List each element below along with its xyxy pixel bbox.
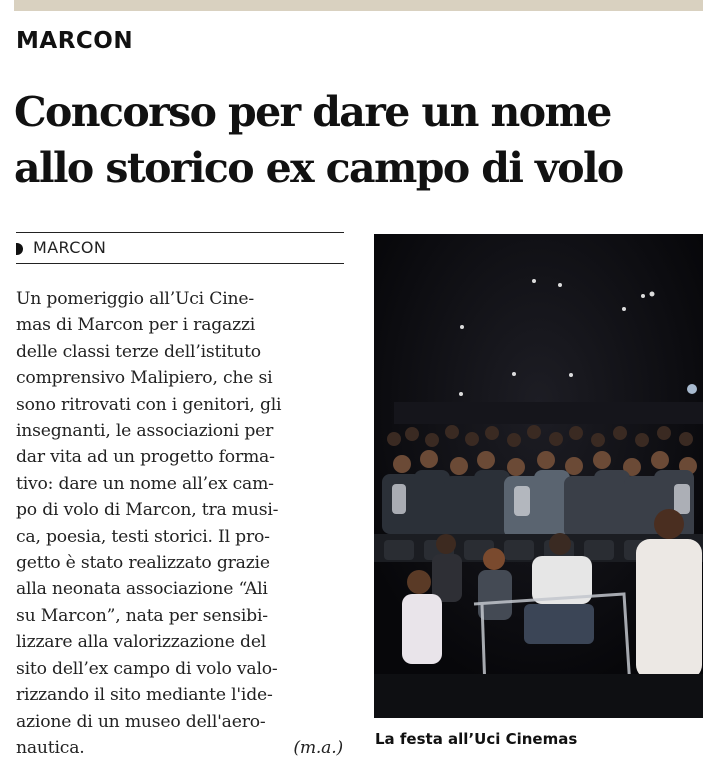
headline-line-1: Concorso per dare un nome xyxy=(14,88,611,136)
section-label: MARCON xyxy=(16,28,134,54)
byline-marker-icon xyxy=(16,243,23,255)
top-color-bar xyxy=(14,0,703,11)
body-line: sono ritrovati con i genitori, gli xyxy=(16,394,282,415)
body-line: delle classi terze dell’istituto xyxy=(16,341,261,362)
body-line: po di volo di Marcon, tra musi- xyxy=(16,500,279,521)
body-line: sito dell’ex campo di volo valo- xyxy=(16,658,278,679)
body-line: rizzando il sito mediante l'ide- xyxy=(16,685,273,706)
byline xyxy=(16,232,344,264)
body-line: insegnanti, le associazioni per xyxy=(16,421,274,442)
body-last-line xyxy=(16,735,343,761)
body-line: getto è stato realizzato grazie xyxy=(16,553,270,574)
article-body xyxy=(16,286,343,761)
body-line: comprensivo Malipiero, che si xyxy=(16,368,273,389)
photo-caption: La festa all’Uci Cinemas xyxy=(375,730,578,748)
body-line: su Marcon”, nata per sensibi- xyxy=(16,605,268,626)
body-line: lizzare alla valorizzazione del xyxy=(16,632,267,653)
article-photo xyxy=(374,234,703,718)
author-signature: (m.a.) xyxy=(293,737,343,758)
body-line: mas di Marcon per i ragazzi xyxy=(16,315,256,336)
body-line: alla neonata associazione “Ali xyxy=(16,579,268,600)
body-line-final: nautica. xyxy=(16,737,85,758)
body-line: Un pomeriggio all’Uci Cine- xyxy=(16,289,254,309)
headline xyxy=(14,84,704,196)
body-line: ca, poesia, testi storici. Il pro- xyxy=(16,526,270,547)
body-line: tivo: dare un nome all’ex cam- xyxy=(16,473,274,494)
body-line: azione di un museo dell'aero- xyxy=(16,711,266,732)
body-line: dar vita ad un progetto forma- xyxy=(16,447,275,468)
headline-line-2: allo storico ex campo di volo xyxy=(14,144,623,192)
byline-place: MARCON xyxy=(33,238,107,257)
cinema-audience-photo xyxy=(374,234,703,718)
